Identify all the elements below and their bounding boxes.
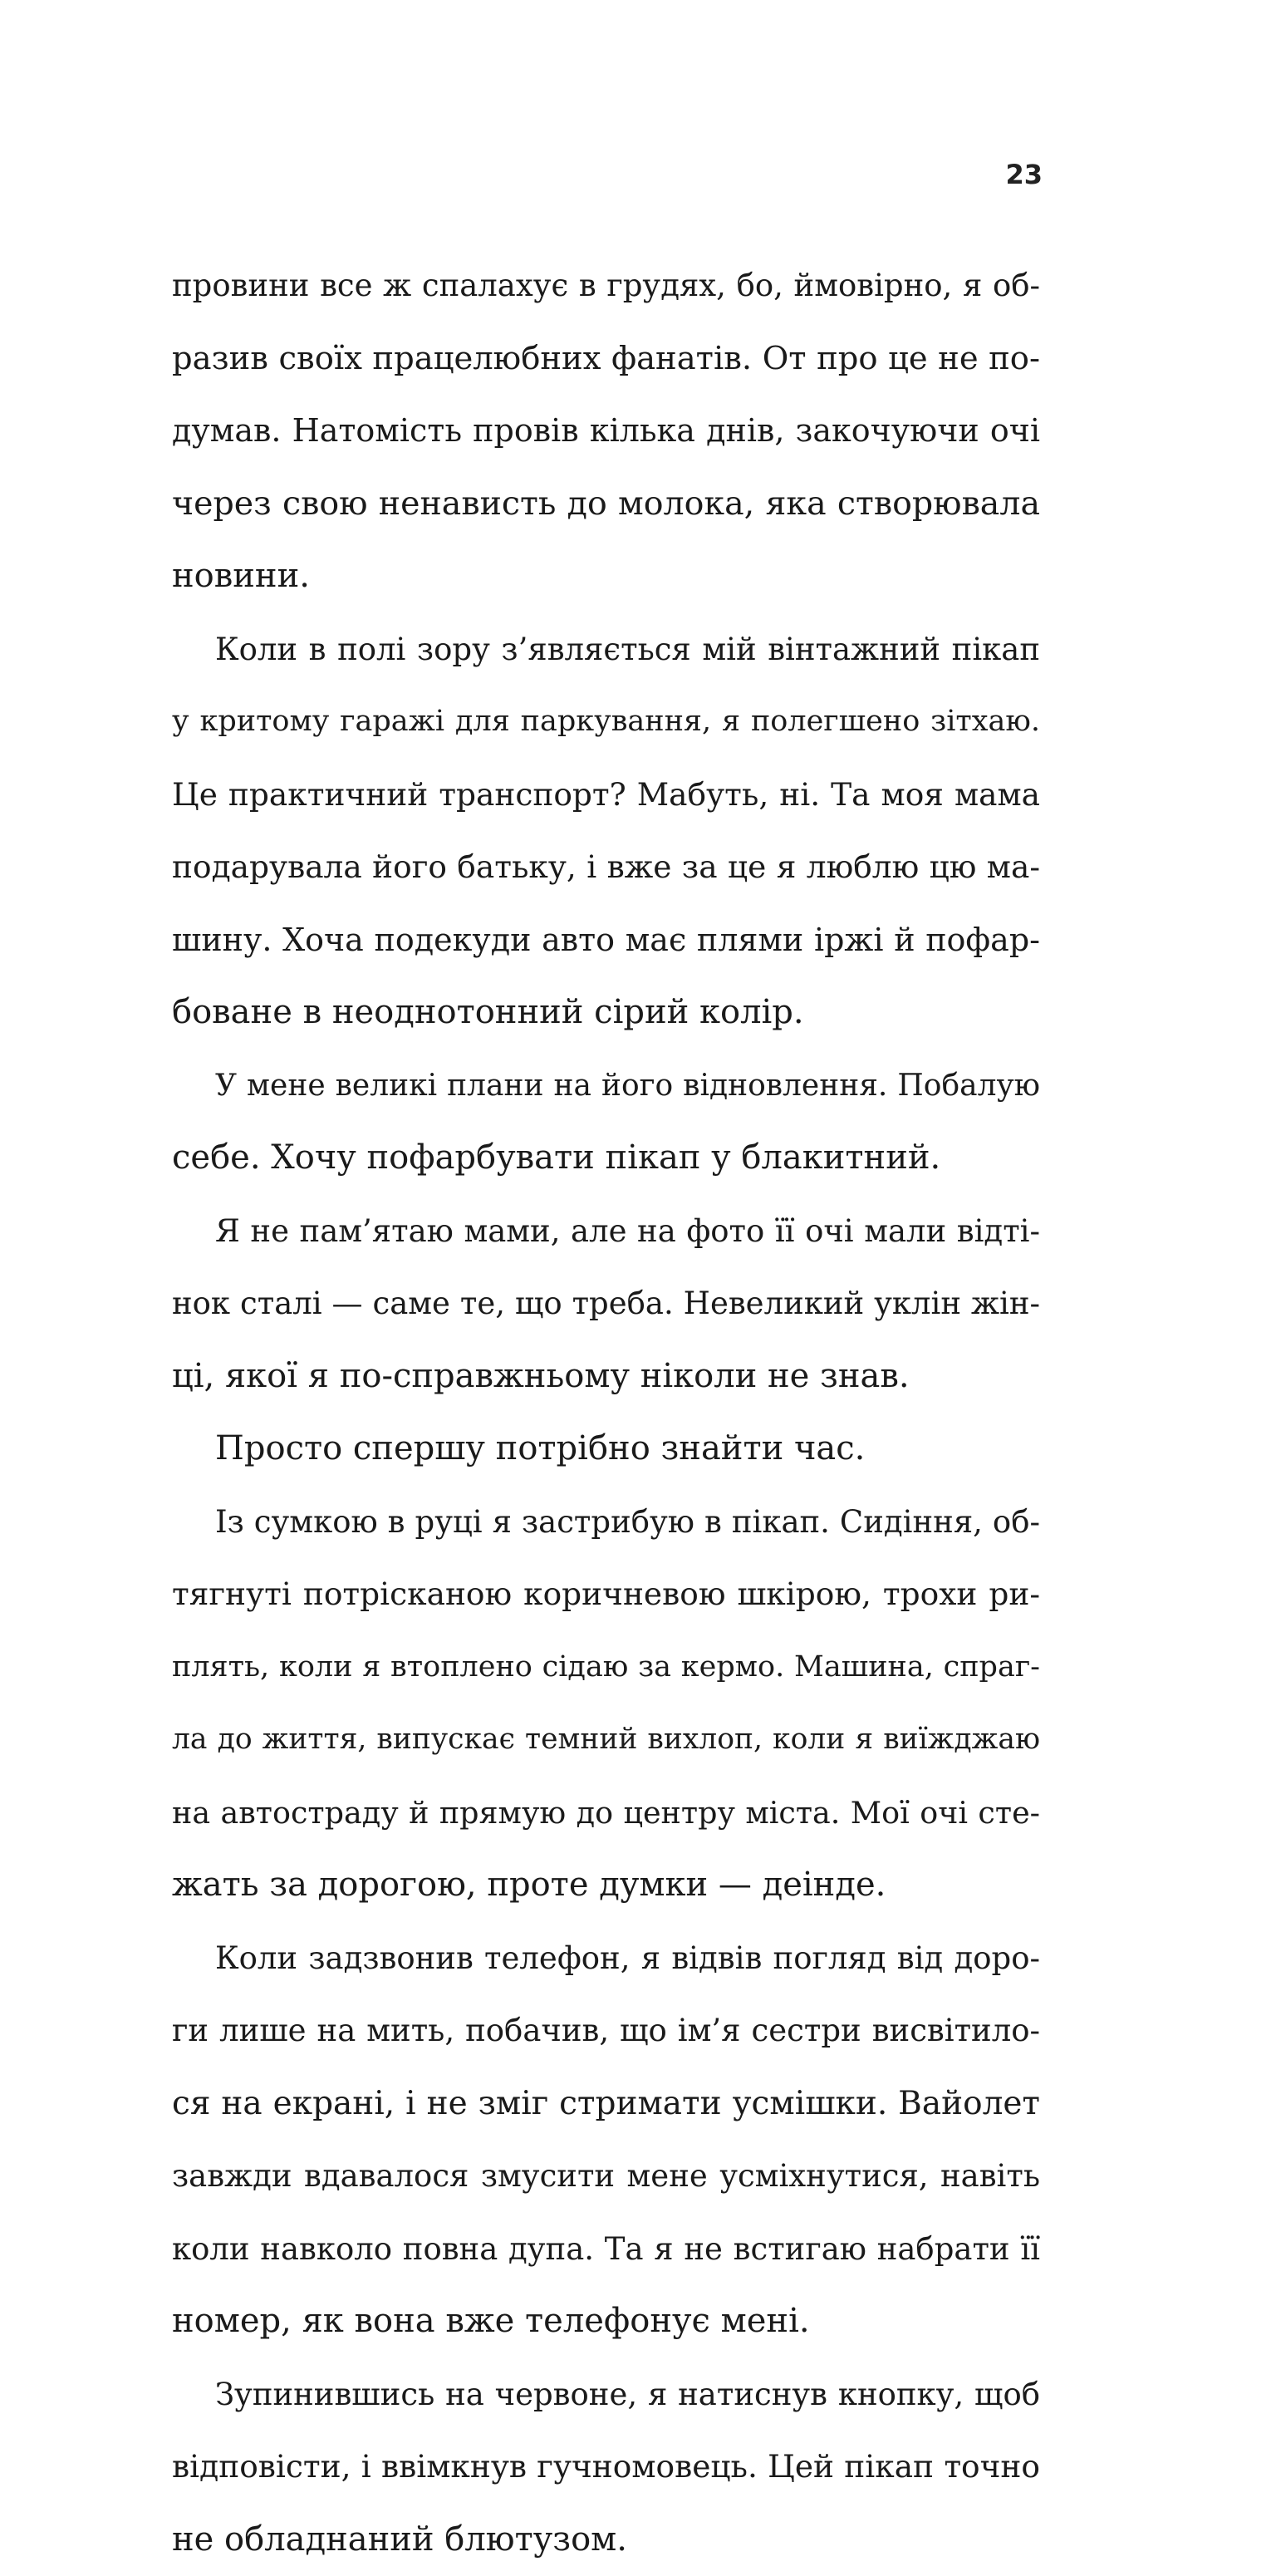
text-line: ла до життя, випускає темний вихлоп, коли я виїжджаю [172,1703,1040,1777]
text-line: Це практичний транспорт? Мабуть, ні. Та моя мама [172,759,1040,832]
text-line: разив своїх працелюбних фанатів. От про це не по- [172,322,1040,396]
text-line: думав. Натомість провів кілька днів, закочуючи очі [172,395,1040,468]
text-line: через свою ненависть до молока, яка створювала [172,468,1040,541]
text-line: боване в неоднотонний сірий колір. [172,976,1040,1050]
text-line: відповісти, і ввімкнув гучномовець. Цей пікап точно [172,2431,1040,2504]
text-line: Просто спершу потрібно знайти час. [172,1413,1040,1486]
text-line: ся на екрані, і не зміг стримати усмішки. Вайолет [172,2067,1040,2141]
text-line: номер, як вона вже телефонує мені. [172,2285,1040,2358]
text-line: Коли в полі зору з’являється мій вінтажний пікап [172,613,1040,686]
text-line: Коли задзвонив телефон, я відвів погляд від доро- [172,1922,1040,1995]
text-line: на автостраду й прямую до центру міста. Мої очі сте- [172,1777,1040,1850]
text-line: завжди вдавалося змусити мене усміхнутися, навіть [172,2140,1040,2213]
text-line: ги лише на мить, побачив, що ім’я сестри висвітило- [172,1994,1040,2067]
text-line: плять, коли я втоплено сідаю за кермо. Машина, спраг- [172,1631,1040,1704]
text-line: не обладнаний блютузом. [172,2504,1040,2576]
text-line: шину. Хоча подекуди авто має плями іржі й пофар- [172,904,1040,977]
text-line: у критому гаражі для паркування, я полегшено зітхаю. [172,686,1040,759]
body-text [172,249,1040,2576]
text-line: новини. [172,540,1040,613]
text-line: Я не пам’ятаю мами, але на фото її очі мали відті- [172,1195,1040,1268]
text-line: Із сумкою в руці я застрибую в пікап. Сидіння, об- [172,1486,1040,1559]
text-line: подарувала його батьку, і вже за це я люблю цю ма- [172,831,1040,904]
text-line: Зупинившись на червоне, я натиснув кнопку, щоб [172,2358,1040,2431]
text-line: коли навколо повна дупа. Та я не встигаю набрати її [172,2213,1040,2286]
text-line: ці, якої я по-справжньому ніколи не знав. [172,1340,1040,1413]
text-line: себе. Хочу пофарбувати пікап у блакитний. [172,1122,1040,1195]
text-line: У мене великі плани на його відновлення. Побалую [172,1050,1040,1123]
text-line: провини все ж спалахує в грудях, бо, ймовірно, я об- [172,249,1040,322]
text-line: тягнуті потрісканою коричневою шкірою, трохи ри- [172,1558,1040,1631]
page-number: 23 [955,158,1043,191]
text-line: жать за дорогою, проте думки — деінде. [172,1849,1040,1922]
text-line: нок сталі — саме те, що треба. Невеликий уклін жін- [172,1267,1040,1340]
